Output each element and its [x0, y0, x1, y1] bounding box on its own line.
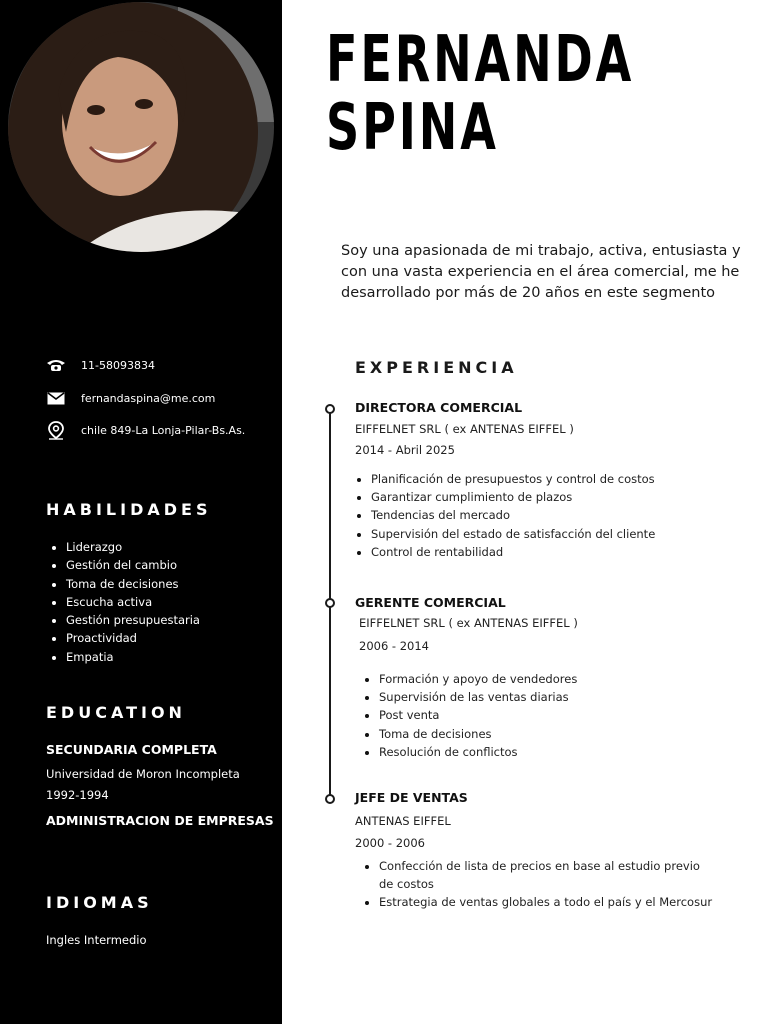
list-item: Planificación de presupuestos y control de costos: [355, 470, 655, 488]
phone-text: 11-58093834: [81, 358, 155, 372]
education-institution: Universidad de Moron Incompleta: [46, 767, 240, 781]
job-period: 2000 - 2006: [355, 836, 425, 850]
job-period: 2006 - 2014: [359, 639, 429, 653]
email-text: fernandaspina@me.com: [81, 391, 216, 405]
job-title: JEFE DE VENTAS: [355, 790, 468, 805]
job-bullets: [363, 670, 577, 761]
list-item: Confección de lista de precios en base al estudio previo de costos: [363, 857, 713, 893]
list-item: Resolución de conflictos: [363, 743, 577, 761]
list-item: Tendencias del mercado: [355, 506, 655, 524]
contact-phone[interactable]: [46, 356, 155, 374]
timeline-dot: [325, 598, 335, 608]
list-item: Toma de decisiones: [363, 725, 577, 743]
list-item: Garantizar cumplimiento de plazos: [355, 488, 655, 506]
skill-item: Empatia: [52, 648, 200, 666]
skill-item: Gestión del cambio: [52, 556, 200, 574]
skill-item: Escucha activa: [52, 593, 200, 611]
job-company: EIFFELNET SRL ( ex ANTENAS EIFFEL ): [355, 422, 574, 436]
languages-heading: IDIOMAS: [46, 893, 153, 912]
job-bullets: [363, 857, 713, 912]
job-title: DIRECTORA COMERCIAL: [355, 400, 523, 415]
job-bullets: [355, 470, 655, 561]
contact-email[interactable]: [46, 389, 216, 407]
skill-item: Liderazgo: [52, 538, 200, 556]
timeline-dot: [325, 404, 335, 414]
list-item: Post venta: [363, 706, 577, 724]
list-item: Formación y apoyo de vendedores: [363, 670, 577, 688]
address-text: chile 849-La Lonja-Pilar-Bs.As.: [81, 423, 246, 437]
job-title: GERENTE COMERCIAL: [355, 595, 506, 610]
profile-summary: Soy una apasionada de mi trabajo, activa, entusiasta y con una vasta experiencia en el área comercial, me he desarrollado por más de 20 años en este segmento: [341, 243, 741, 301]
skill-item: Toma de decisiones: [52, 575, 200, 593]
experience-heading: EXPERIENCIA: [355, 358, 518, 377]
list-item: Estrategia de ventas globales a todo el país y el Mercosur: [363, 893, 713, 911]
contact-address[interactable]: [46, 421, 246, 439]
education-years: 1992-1994: [46, 788, 109, 802]
profile-photo: [8, 2, 274, 252]
skills-heading: HABILIDADES: [46, 500, 212, 519]
mail-icon: [46, 389, 66, 407]
education-title: SECUNDARIA COMPLETA: [46, 742, 217, 757]
phone-icon: [46, 356, 66, 374]
list-item: Supervisión del estado de satisfacción del cliente: [355, 525, 655, 543]
last-name: SPINA: [326, 91, 499, 165]
job-company: EIFFELNET SRL ( ex ANTENAS EIFFEL ): [359, 616, 578, 630]
list-item: Supervisión de las ventas diarias: [363, 688, 577, 706]
sidebar: [0, 0, 282, 1024]
skill-item: Proactividad: [52, 629, 200, 647]
skill-item: Gestión presupuestaria: [52, 611, 200, 629]
job-period: 2014 - Abril 2025: [355, 443, 455, 457]
skills-list: [52, 538, 200, 666]
first-name: FERNANDA: [326, 23, 635, 97]
timeline-dot: [325, 794, 335, 804]
job-company: ANTENAS EIFFEL: [355, 814, 451, 828]
education-heading: EDUCATION: [46, 703, 186, 722]
list-item: Control de rentabilidad: [355, 543, 655, 561]
language-item: Ingles Intermedio: [46, 933, 147, 947]
location-pin-icon: [46, 421, 66, 439]
education-title: ADMINISTRACION DE EMPRESAS: [46, 813, 274, 828]
